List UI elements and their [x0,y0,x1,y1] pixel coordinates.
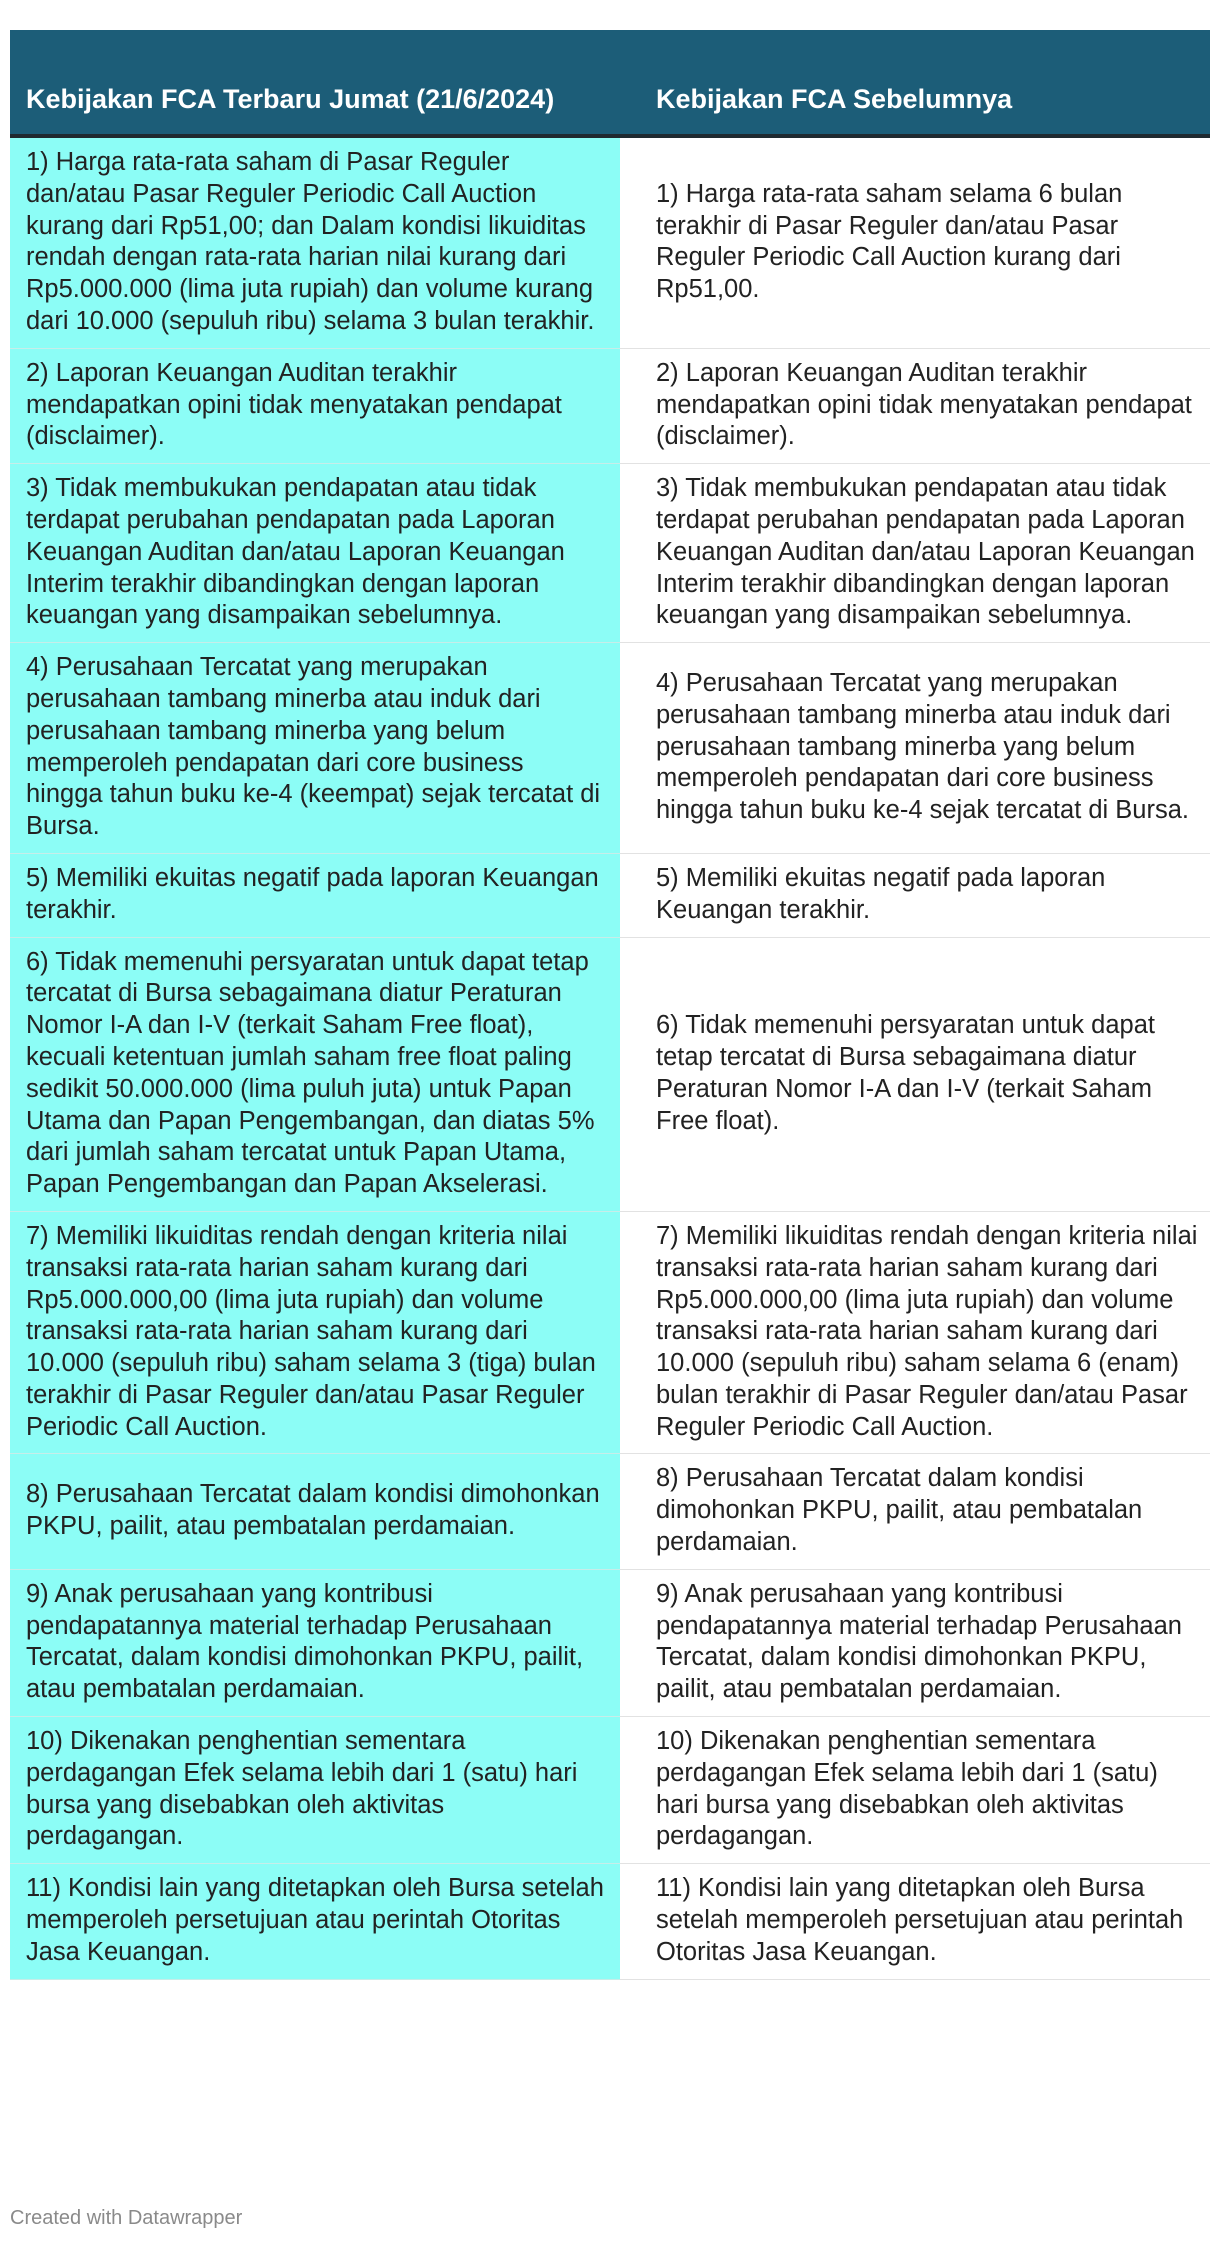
datawrapper-credit[interactable]: Created with Datawrapper [10,2207,243,2229]
table-row [10,348,1210,463]
table-row [10,937,1210,1211]
table-row [10,643,1210,854]
cell-old-policy: 9) Anak perusahaan yang kontribusi pendapatannya material terhadap Perusahaan Tercatat, dalam kondisi dimohonkan PKPU, pailit, atau pembatalan perdamaian. [620,1569,1210,1716]
table-row [10,1569,1210,1716]
table-row [10,1864,1210,1979]
cell-old-policy: 11) Kondisi lain yang ditetapkan oleh Bursa setelah memperoleh persetujuan atau perintah Otoritas Jasa Keuangan. [620,1864,1210,1979]
cell-old-policy: 6) Tidak memenuhi persyaratan untuk dapat tetap tercatat di Bursa sebagaimana diatur Peraturan Nomor I-A dan I-V (terkait Saham Free float). [620,937,1210,1211]
table-row [10,136,1210,348]
cell-new-policy: 1) Harga rata-rata saham di Pasar Reguler dan/atau Pasar Reguler Periodic Call Auction kurang dari Rp51,00; dan Dalam kondisi likuiditas rendah dengan rata-rata harian nilai kurang dari Rp5.000.000 (lima juta rupiah) dan volume kurang dari 10.000 (sepuluh ribu) selama 3 bulan terakhir. [10,136,620,348]
cell-new-policy: 6) Tidak memenuhi persyaratan untuk dapat tetap tercatat di Bursa sebagaimana diatur Peraturan Nomor I-A dan I-V (terkait Saham Free float), kecuali ketentuan jumlah saham free float paling sedikit 50.000.000 (lima puluh juta) untuk Papan Utama dan Papan Pengembangan, dan diatas 5% dari jumlah saham tercatat untuk Papan Utama, Papan Pengembangan dan Papan Akselerasi. [10,937,620,1211]
cell-new-policy: 7) Memiliki likuiditas rendah dengan kriteria nilai transaksi rata-rata harian saham kurang dari Rp5.000.000,00 (lima juta rupiah) dan volume transaksi rata-rata harian saham kurang dari 10.000 (sepuluh ribu) saham selama 3 (tiga) bulan terakhir di Pasar Reguler dan/atau Pasar Reguler Periodic Call Auction. [10,1211,620,1454]
comparison-table [10,30,1210,1980]
cell-old-policy: 8) Perusahaan Tercatat dalam kondisi dimohonkan PKPU, pailit, atau pembatalan perdamaian. [620,1454,1210,1569]
cell-new-policy: 8) Perusahaan Tercatat dalam kondisi dimohonkan PKPU, pailit, atau pembatalan perdamaian. [10,1454,620,1569]
cell-new-policy: 10) Dikenakan penghentian sementara perdagangan Efek selama lebih dari 1 (satu) hari bursa yang disebabkan oleh aktivitas perdagangan. [10,1717,620,1864]
table-body [10,136,1210,1979]
cell-old-policy: 7) Memiliki likuiditas rendah dengan kriteria nilai transaksi rata-rata harian saham kurang dari Rp5.000.000,00 (lima juta rupiah) dan volume transaksi rata-rata harian saham kurang dari 10.000 (sepuluh ribu) saham selama 6 (enam) bulan terakhir di Pasar Reguler dan/atau Pasar Reguler Periodic Call Auction. [620,1211,1210,1454]
cell-new-policy: 3) Tidak membukukan pendapatan atau tidak terdapat perubahan pendapatan pada Laporan Keuangan Auditan dan/atau Laporan Keuangan Interim terakhir dibandingkan dengan laporan keuangan yang disampaikan sebelumnya. [10,464,620,643]
header-new-policy[interactable]: Kebijakan FCA Terbaru Jumat (21/6/2024) [10,30,620,136]
cell-old-policy: 5) Memiliki ekuitas negatif pada laporan Keuangan terakhir. [620,853,1210,937]
header-old-policy[interactable]: Kebijakan FCA Sebelumnya [620,30,1210,136]
cell-old-policy: 3) Tidak membukukan pendapatan atau tidak terdapat perubahan pendapatan pada Laporan Keuangan Auditan dan/atau Laporan Keuangan Interim terakhir dibandingkan dengan laporan keuangan yang disampaikan sebelumnya. [620,464,1210,643]
table-row [10,464,1210,643]
table-row [10,853,1210,937]
table-header [10,30,1210,136]
cell-old-policy: 4) Perusahaan Tercatat yang merupakan perusahaan tambang minerba atau induk dari perusahaan tambang minerba yang belum memperoleh pendapatan dari core business hingga tahun buku ke-4 sejak tercatat di Bursa. [620,643,1210,854]
cell-old-policy: 2) Laporan Keuangan Auditan terakhir mendapatkan opini tidak menyatakan pendapat (disclaimer). [620,348,1210,463]
table-row [10,1454,1210,1569]
cell-new-policy: 5) Memiliki ekuitas negatif pada laporan Keuangan terakhir. [10,853,620,937]
cell-old-policy: 1) Harga rata-rata saham selama 6 bulan terakhir di Pasar Reguler dan/atau Pasar Reguler Periodic Call Auction kurang dari Rp51,00. [620,136,1210,348]
cell-old-policy: 10) Dikenakan penghentian sementara perdagangan Efek selama lebih dari 1 (satu) hari bursa yang disebabkan oleh aktivitas perdagangan. [620,1717,1210,1864]
cell-new-policy: 2) Laporan Keuangan Auditan terakhir mendapatkan opini tidak menyatakan pendapat (disclaimer). [10,348,620,463]
table-row [10,1717,1210,1864]
table-row [10,1211,1210,1454]
comparison-table-container [10,30,1210,1980]
cell-new-policy: 9) Anak perusahaan yang kontribusi pendapatannya material terhadap Perusahaan Tercatat, dalam kondisi dimohonkan PKPU, pailit, atau pembatalan perdamaian. [10,1569,620,1716]
cell-new-policy: 11) Kondisi lain yang ditetapkan oleh Bursa setelah memperoleh persetujuan atau perintah Otoritas Jasa Keuangan. [10,1864,620,1979]
cell-new-policy: 4) Perusahaan Tercatat yang merupakan perusahaan tambang minerba atau induk dari perusahaan tambang minerba yang belum memperoleh pendapatan dari core business hingga tahun buku ke-4 (keempat) sejak tercatat di Bursa. [10,643,620,854]
header-row [10,30,1210,136]
